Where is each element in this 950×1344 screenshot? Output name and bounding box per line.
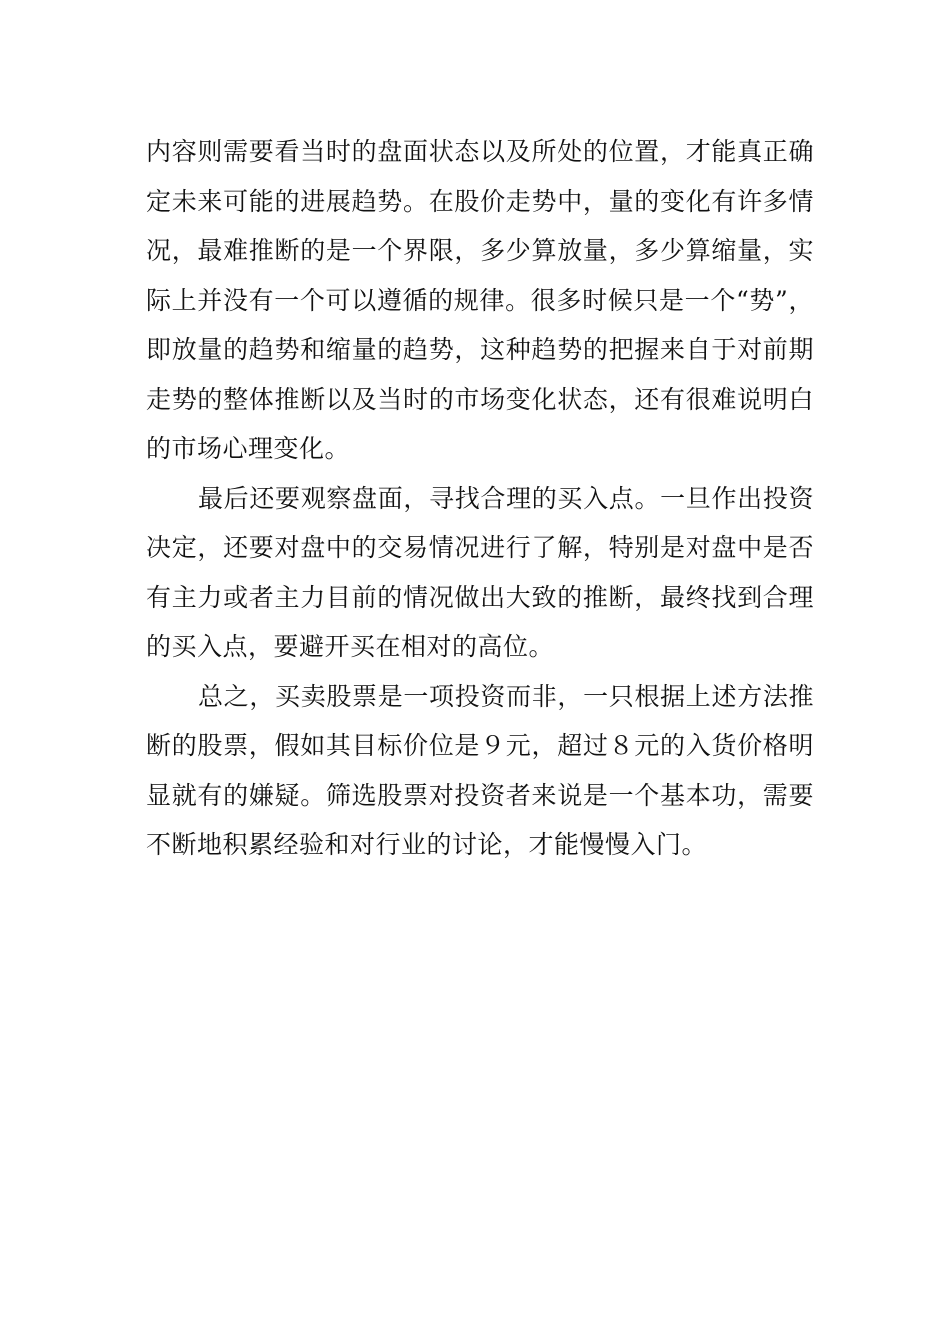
paragraph-conclusion: 总之，买卖股票是一项投资而非，一只根据上述方法推断的股票，假如其目标价位是９元，超过８元的入货价格明显就有的嫌疑。筛选股票对投资者来说是一个基本功，需要不断地积累经验和对行业的讨论，才能慢慢入门。 (146, 681, 814, 859)
paragraph-buy-point: 最后还要观察盘面，寻找合理的买入点。一旦作出投资决定，还要对盘中的交易情况进行了解，特别是对盘中是否有主力或者主力目前的情况做出大致的推断，最终找到合理的买入点，要避开买在相对的高位。 (146, 483, 814, 661)
paragraph-continuation: 内容则需要看当时的盘面状态以及所处的位置，才能真正确定未来可能的进展趋势。在股价走势中，量的变化有许多情况，最难推断的是一个界限，多少算放量，多少算缩量，实际上并没有一个可以遵循的规律。很多时候只是一个“势”，即放量的趋势和缩量的趋势，这种趋势的把握来自于对前期走势的整体推断以及当时的市场变化状态，还有很难说明白的市场心理变化。 (146, 137, 814, 463)
document-body (146, 127, 814, 870)
